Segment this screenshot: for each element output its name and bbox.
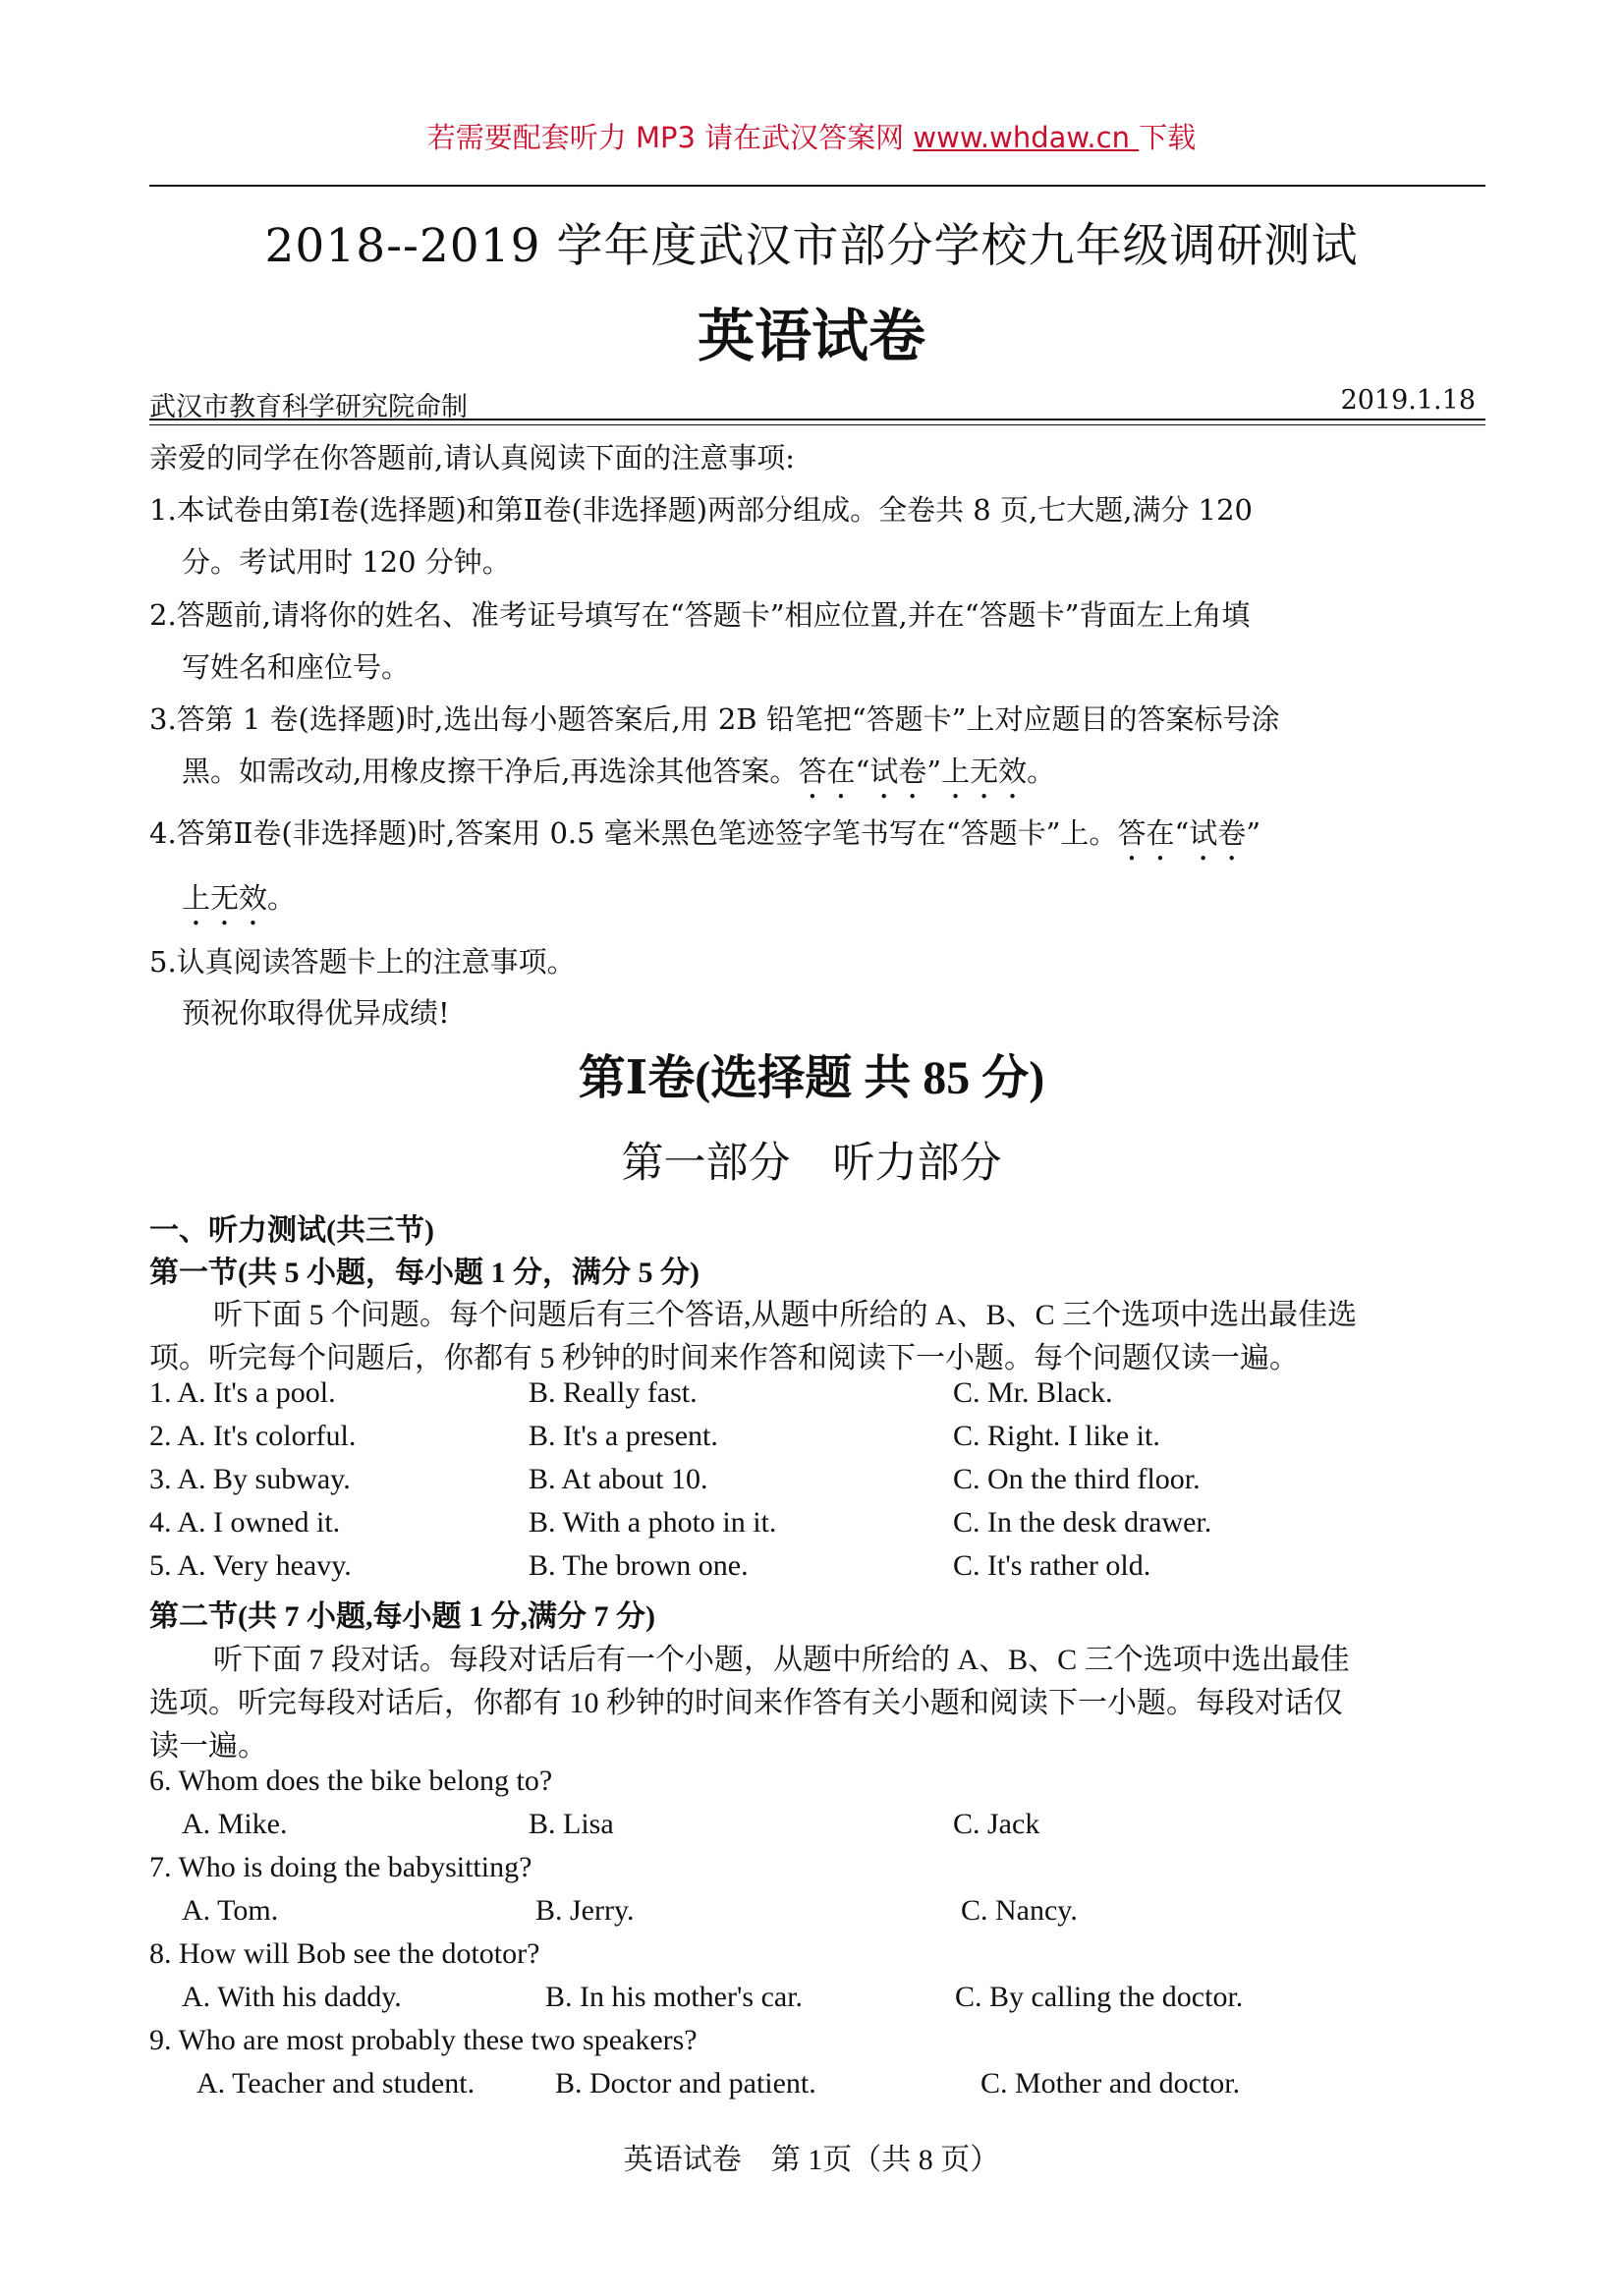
note-3-text: 黑。如需改动,用橡皮擦干净后,再选涂其他答案。 bbox=[182, 755, 799, 788]
question-7: 7. Who is doing the babysitting? bbox=[149, 1851, 532, 1883]
item-2-option-c: C. Right. I like it. bbox=[953, 1420, 1160, 1452]
part-1-title: 第Ⅰ卷(选择题 共 85 分) bbox=[578, 1052, 1045, 1104]
question-8-option-b: B. In his mother's car. bbox=[545, 1981, 804, 2013]
item-4-option-b: B. With a photo in it. bbox=[529, 1506, 777, 1539]
item-2-option-b: B. It's a present. bbox=[529, 1420, 718, 1452]
part-1-subtitle: 第一部分 听力部分 bbox=[621, 1139, 1002, 1188]
banner-suffix: 下载 bbox=[1139, 121, 1197, 154]
question-9-option-b: B. Doctor and patient. bbox=[555, 2067, 816, 2100]
item-5-option-a: 5. A. Very heavy. bbox=[149, 1549, 352, 1582]
exam-title: 2018--2019 学年度武汉市部分学校九年级调研测试 bbox=[264, 219, 1359, 273]
question-9-option-c: C. Mother and doctor. bbox=[980, 2067, 1241, 2100]
note-4-emphasis-2: 上无效。 bbox=[182, 881, 297, 915]
section-2-instr-line-3: 读一遍。 bbox=[149, 1730, 267, 1763]
question-7-option-a: A. Tom. bbox=[182, 1894, 279, 1927]
note-4-text: 4.答第Ⅱ卷(非选择题)时,答案用 0.5 毫米黑色笔迹签字笔书写在“答题卡”上。 bbox=[149, 816, 1118, 850]
question-6-option-c: C. Jack bbox=[953, 1808, 1040, 1840]
item-3-option-b: B. At about 10. bbox=[529, 1463, 708, 1495]
note-4-line-2 bbox=[182, 876, 296, 932]
note-2-line-2: 写姓名和座位号。 bbox=[182, 650, 411, 684]
note-4-emphasis: 答在“试卷” bbox=[1117, 816, 1261, 850]
item-1-option-a: 1. A. It's a pool. bbox=[149, 1376, 336, 1409]
question-6: 6. Whom does the bike belong to? bbox=[149, 1764, 553, 1797]
issuer: 武汉市教育科学研究院命制 bbox=[149, 392, 468, 422]
question-8-option-c: C. By calling the doctor. bbox=[955, 1981, 1244, 2013]
section-1-instr-line-1: 听下面 5 个问题。每个问题后有三个答语,从题中所给的 A、B、C 三个选项中选出最佳选 bbox=[213, 1299, 1358, 1331]
note-3-line-1: 3.答第 1 卷(选择题)时,选出每小题答案后,用 2B 铅笔把“答题卡”上对应题目的答案标号涂 bbox=[149, 702, 1280, 736]
note-4-line-1 bbox=[149, 812, 1260, 868]
item-5-option-b: B. The brown one. bbox=[529, 1549, 749, 1582]
note-3-emphasis: 答在“试卷”上无效。 bbox=[798, 755, 1056, 788]
exam-subtitle: 英语试卷 bbox=[697, 303, 925, 369]
notes-intro: 亲爱的同学在你答题前,请认真阅读下面的注意事项: bbox=[149, 441, 795, 475]
wish-text: 预祝你取得优异成绩! bbox=[182, 996, 450, 1030]
item-5-option-c: C. It's rather old. bbox=[953, 1549, 1151, 1582]
note-5: 5.认真阅读答题卡上的注意事项。 bbox=[149, 945, 576, 979]
question-9-option-a: A. Teacher and student. bbox=[196, 2067, 476, 2100]
note-1-line-1: 1.本试卷由第Ⅰ卷(选择题)和第Ⅱ卷(非选择题)两部分组成。全卷共 8 页,七大题,满分 120 bbox=[149, 493, 1253, 527]
item-4-option-c: C. In the desk drawer. bbox=[953, 1506, 1212, 1539]
item-1-option-b: B. Really fast. bbox=[529, 1376, 698, 1409]
question-7-option-b: B. Jerry. bbox=[535, 1894, 635, 1927]
top-rule bbox=[149, 185, 1485, 187]
download-banner bbox=[0, 116, 1623, 156]
note-2-line-1: 2.答题前,请将你的姓名、准考证号填写在“答题卡”相应位置,并在“答题卡”背面左上角填 bbox=[149, 598, 1251, 632]
section-2-instr-line-1: 听下面 7 段对话。每段对话后有一个小题，从题中所给的 A、B、C 三个选项中选出最佳 bbox=[213, 1644, 1350, 1676]
section-1-heading: 第一节(共 5 小题，每小题 1 分，满分 5 分) bbox=[149, 1257, 700, 1289]
item-2-option-a: 2. A. It's colorful. bbox=[149, 1420, 357, 1452]
item-3-option-a: 3. A. By subway. bbox=[149, 1463, 351, 1495]
item-3-option-c: C. On the third floor. bbox=[953, 1463, 1201, 1495]
note-3-line-2 bbox=[182, 750, 1055, 806]
issuer-rule-2 bbox=[149, 424, 1485, 425]
listening-heading: 一、听力测试(共三节) bbox=[149, 1214, 434, 1247]
question-7-option-c: C. Nancy. bbox=[961, 1894, 1078, 1927]
banner-prefix: 若需要配套听力 MP3 请在武汉答案网 bbox=[426, 121, 914, 154]
question-8-option-a: A. With his daddy. bbox=[182, 1981, 402, 2013]
banner-link[interactable]: www.whdaw.cn bbox=[913, 121, 1140, 154]
item-4-option-a: 4. A. I owned it. bbox=[149, 1506, 341, 1539]
exam-date: 2019.1.18 bbox=[1340, 385, 1476, 416]
question-6-option-b: B. Lisa bbox=[529, 1808, 614, 1840]
question-8: 8. How will Bob see the dototor? bbox=[149, 1937, 540, 1970]
question-6-option-a: A. Mike. bbox=[182, 1808, 288, 1840]
section-2-heading: 第二节(共 7 小题,每小题 1 分,满分 7 分) bbox=[149, 1600, 655, 1633]
section-1-instr-line-2: 项。听完每个问题后，你都有 5 秒钟的时间来作答和阅读下一小题。每个问题仅读一遍。 bbox=[149, 1342, 1299, 1374]
question-9: 9. Who are most probably these two speakers? bbox=[149, 2024, 698, 2056]
section-2-instr-line-2: 选项。听完每段对话后，你都有 10 秒钟的时间来作答有关小题和阅读下一小题。每段对话仅 bbox=[149, 1687, 1343, 1719]
item-1-option-c: C. Mr. Black. bbox=[953, 1376, 1113, 1409]
page-footer: 英语试卷 第 1页（共 8 页） bbox=[623, 2144, 1000, 2176]
issuer-rule-1 bbox=[149, 419, 1485, 420]
note-1-line-2: 分。考试用时 120 分钟。 bbox=[182, 545, 511, 579]
